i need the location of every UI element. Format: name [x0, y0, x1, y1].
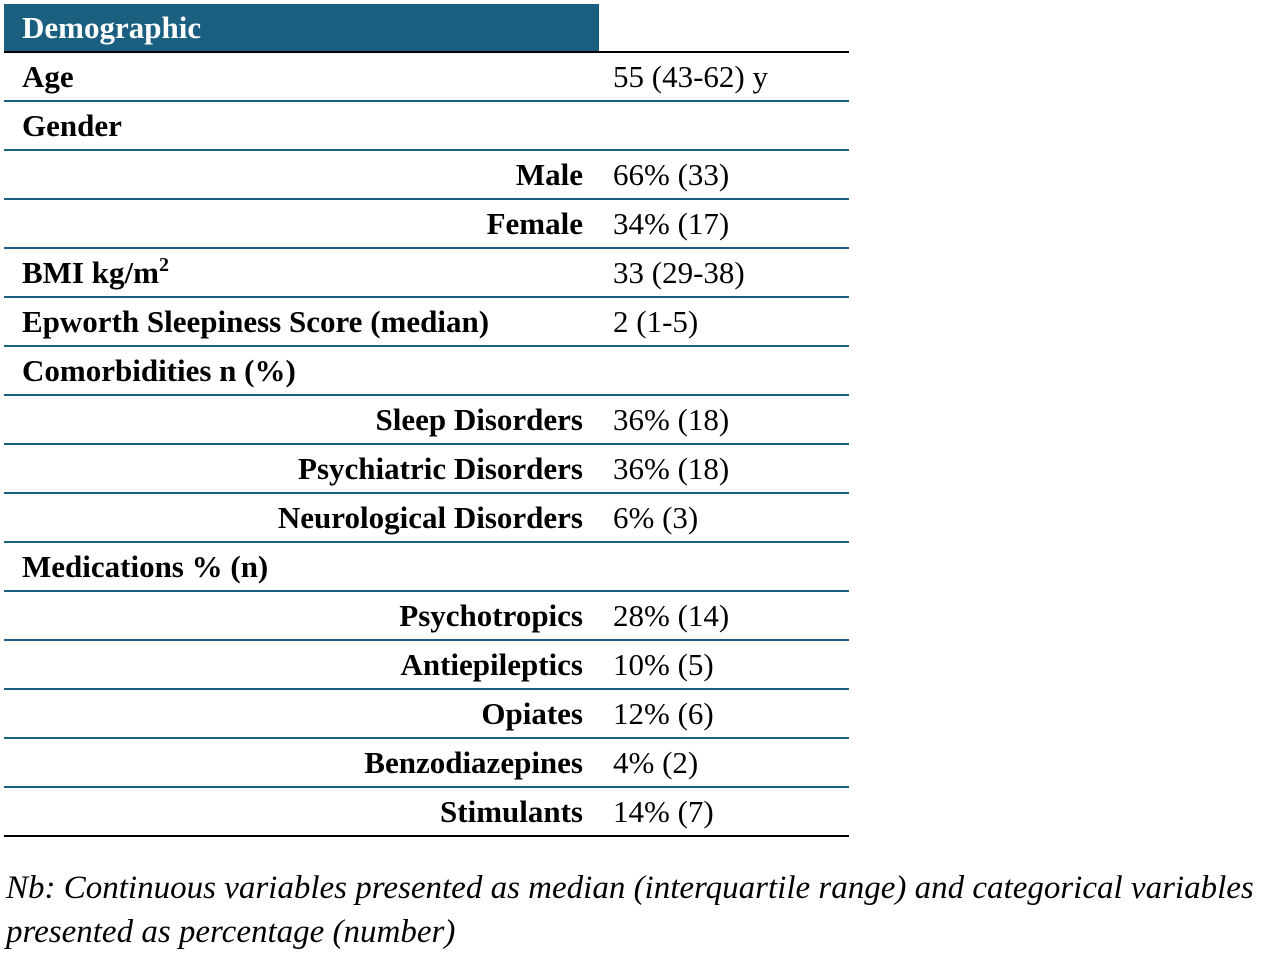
- table-row: [4, 150, 849, 199]
- row-value: 6% (3): [599, 493, 849, 542]
- table-row: [4, 346, 849, 395]
- table-row: [4, 199, 849, 248]
- row-label: Opiates: [4, 689, 599, 738]
- row-value: 66% (33): [599, 150, 849, 199]
- table-row: [4, 689, 849, 738]
- row-label: Comorbidities n (%): [4, 346, 599, 395]
- row-value: [599, 346, 849, 395]
- row-value: [599, 101, 849, 150]
- bmi-superscript: 2: [158, 253, 169, 276]
- table-row: [4, 787, 849, 836]
- row-value: 36% (18): [599, 395, 849, 444]
- table-row: [4, 395, 849, 444]
- bmi-label-text: BMI kg/m: [22, 254, 159, 290]
- header-value-empty: [599, 4, 849, 52]
- table-row: [4, 52, 849, 101]
- table-header-row: [4, 4, 849, 52]
- row-value: 34% (17): [599, 199, 849, 248]
- row-label: Male: [4, 150, 599, 199]
- row-value: 14% (7): [599, 787, 849, 836]
- row-value: 12% (6): [599, 689, 849, 738]
- row-label: Medications % (n): [4, 542, 599, 591]
- row-label: Age: [4, 52, 599, 101]
- row-label: Benzodiazepines: [4, 738, 599, 787]
- header-demographic: Demographic: [4, 4, 599, 52]
- row-value: 33 (29-38): [599, 248, 849, 297]
- row-value: [599, 542, 849, 591]
- row-value: 10% (5): [599, 640, 849, 689]
- row-label: Epworth Sleepiness Score (median): [4, 297, 599, 346]
- table-footnote: Nb: Continuous variables presented as median (interquartile range) and categorical variables presented as percentage (number): [6, 870, 1254, 950]
- table-row: [4, 591, 849, 640]
- row-value: 36% (18): [599, 444, 849, 493]
- row-label: Stimulants: [4, 787, 599, 836]
- row-label-bmi: [4, 248, 599, 297]
- row-label: Neurological Disorders: [4, 493, 599, 542]
- demographics-table: [4, 4, 849, 837]
- row-label: Female: [4, 199, 599, 248]
- row-label: Psychotropics: [4, 591, 599, 640]
- table-row: [4, 444, 849, 493]
- table-row: [4, 493, 849, 542]
- row-label: Sleep Disorders: [4, 395, 599, 444]
- row-value: 2 (1-5): [599, 297, 849, 346]
- row-value: 55 (43-62) y: [599, 52, 849, 101]
- table-row: [4, 248, 849, 297]
- row-label: Gender: [4, 101, 599, 150]
- row-value: 4% (2): [599, 738, 849, 787]
- row-label: Antiepileptics: [4, 640, 599, 689]
- table-row: [4, 640, 849, 689]
- table-row: [4, 738, 849, 787]
- table-row: [4, 297, 849, 346]
- row-label: Psychiatric Disorders: [4, 444, 599, 493]
- table-row: [4, 542, 849, 591]
- row-value: 28% (14): [599, 591, 849, 640]
- table-row: [4, 101, 849, 150]
